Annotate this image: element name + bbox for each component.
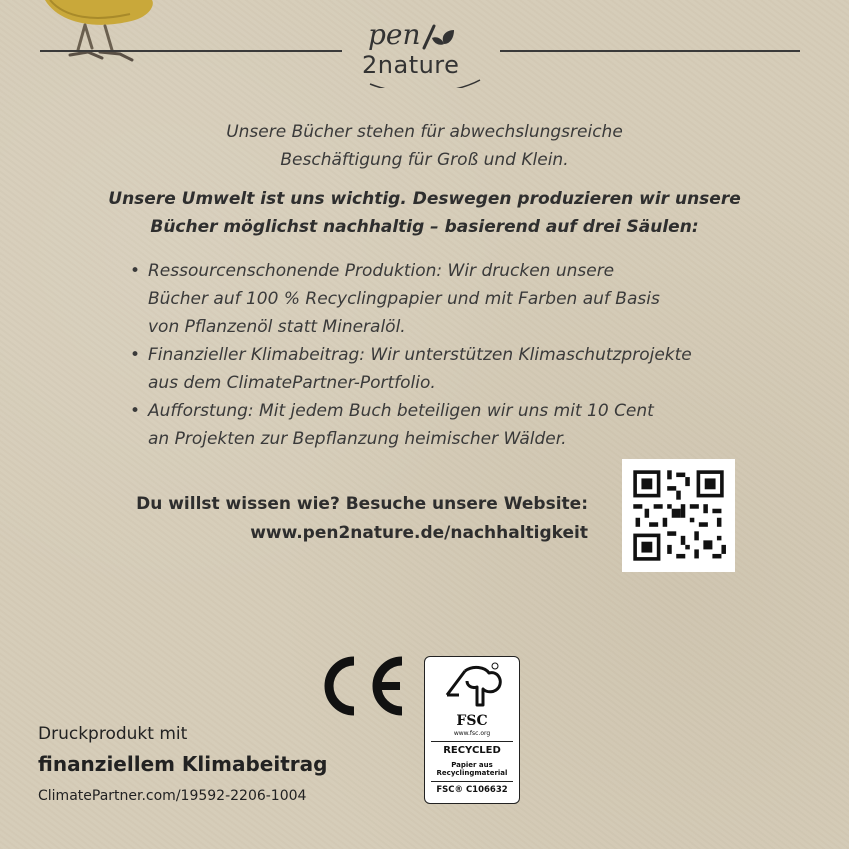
pillar-line: Aufforstung: Mit jedem Buch beteiligen wir uns mit 10 Cent bbox=[148, 401, 654, 421]
sustainability-statement bbox=[0, 185, 849, 241]
logo-text-pen: pen bbox=[368, 18, 421, 51]
fsc-divider bbox=[431, 741, 513, 742]
pillar-list bbox=[130, 257, 750, 453]
pillar-line: an Projekten zur Bepflanzung heimischer Wälder. bbox=[148, 429, 567, 449]
fsc-desc-line-2: Recyclingmaterial bbox=[436, 769, 508, 777]
website-call-to-action bbox=[100, 490, 588, 548]
pillar-line: aus dem ClimatePartner-Portfolio. bbox=[148, 373, 436, 393]
header-rule-right bbox=[500, 50, 800, 52]
pen2nature-logo bbox=[360, 18, 490, 88]
header-rule-left bbox=[40, 50, 342, 52]
fsc-site: www.fsc.org bbox=[453, 730, 491, 737]
intro-line-1: Unsere Bücher stehen für abwechslungsreiche bbox=[226, 122, 623, 142]
pillar-item-climate bbox=[130, 341, 750, 397]
logo-text-2nature: 2nature bbox=[362, 51, 460, 79]
qr-code-icon bbox=[622, 459, 735, 572]
fsc-name: FSC bbox=[456, 713, 488, 729]
ce-mark-icon bbox=[318, 655, 408, 717]
fsc-recycled-label bbox=[424, 656, 520, 804]
bird-illustration bbox=[40, 0, 160, 70]
qr-code[interactable] bbox=[622, 459, 735, 572]
climate-label-line-2: finanziellem Klimabeitrag bbox=[38, 752, 328, 776]
intro-text bbox=[0, 118, 849, 174]
bullet-icon: • bbox=[130, 401, 141, 421]
website-link[interactable]: www.pen2nature.de/nachhaltigkeit bbox=[250, 523, 588, 543]
pillar-item-reforestation bbox=[130, 397, 750, 453]
pillar-line: Bücher auf 100 % Recyclingpapier und mit Farben auf Basis bbox=[148, 289, 660, 309]
fsc-tree-icon bbox=[425, 657, 521, 713]
cta-text: Du willst wissen wie? Besuche unsere Website: bbox=[136, 494, 588, 514]
statement-line-2: Bücher möglichst nachhaltig – basierend auf drei Säulen: bbox=[150, 217, 699, 237]
statement-line-1: Unsere Umwelt ist uns wichtig. Deswegen produzieren wir unsere bbox=[108, 189, 741, 209]
leaf-icon bbox=[360, 18, 490, 88]
pillar-line: Ressourcenschonende Produktion: Wir drucken unsere bbox=[148, 261, 615, 281]
pillar-item-production bbox=[130, 257, 750, 341]
fsc-desc-line-1: Papier aus bbox=[451, 761, 493, 769]
climate-label-line-1: Druckprodukt mit bbox=[38, 724, 188, 744]
fsc-recycled: RECYCLED bbox=[443, 745, 501, 756]
bullet-icon: • bbox=[130, 345, 141, 365]
fsc-code: FSC® C106632 bbox=[436, 785, 508, 795]
intro-line-2: Beschäftigung für Groß und Klein. bbox=[280, 150, 569, 170]
fsc-divider-2 bbox=[431, 781, 513, 782]
pillar-line: von Pflanzenöl statt Mineralöl. bbox=[148, 317, 406, 337]
climatepartner-id[interactable]: ClimatePartner.com/19592-2206-1004 bbox=[38, 788, 307, 804]
bullet-icon: • bbox=[130, 261, 141, 281]
pillar-line: Finanzieller Klimabeitrag: Wir unterstützen Klimaschutzprojekte bbox=[148, 345, 692, 365]
fsc-description bbox=[425, 761, 519, 777]
